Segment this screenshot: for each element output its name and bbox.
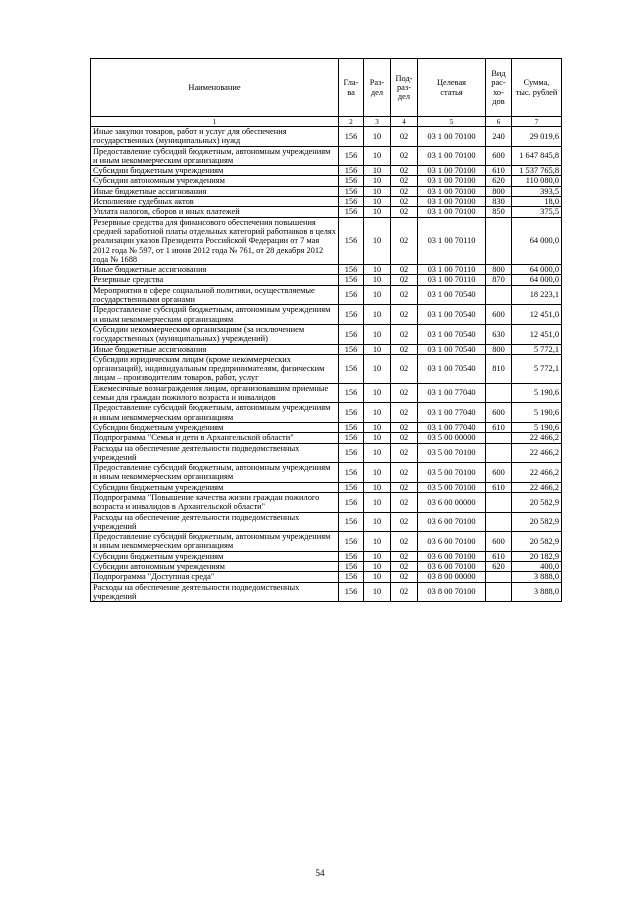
cell-section: 10 (364, 482, 391, 492)
table-row (91, 197, 562, 207)
cell-subsection: 02 (391, 305, 418, 325)
table-row (91, 176, 562, 186)
cell-name: Предоставление субсидий бюджетным, автономным учреждениям и иным некоммерческим организациям (91, 146, 339, 166)
cell-chapter: 156 (339, 176, 364, 186)
cell-chapter: 156 (339, 463, 364, 483)
cell-expense-type: 620 (486, 562, 512, 572)
cell-section: 10 (364, 146, 391, 166)
cell-expense-type: 600 (486, 532, 512, 552)
cell-subsection: 02 (391, 572, 418, 582)
cell-expense-type: 810 (486, 354, 512, 383)
cell-name: Подпрограмма "Повышение качества жизни граждан пожилого возраста и инвалидов в Архангельской области" (91, 492, 339, 512)
table-row (91, 582, 562, 602)
cell-target-article: 03 6 00 70100 (418, 512, 486, 532)
cell-subsection: 02 (391, 482, 418, 492)
budget-table (90, 58, 562, 602)
header-column-number: 6 (486, 117, 512, 127)
cell-subsection: 02 (391, 285, 418, 305)
cell-name: Мероприятия в сфере социальной политики, осуществляемые государственными органами (91, 285, 339, 305)
cell-chapter: 156 (339, 512, 364, 532)
cell-subsection: 02 (391, 166, 418, 176)
cell-expense-type: 830 (486, 197, 512, 207)
cell-expense-type: 600 (486, 146, 512, 166)
header-column-number: 2 (339, 117, 364, 127)
cell-subsection: 02 (391, 562, 418, 572)
table-row (91, 512, 562, 532)
cell-expense-type: 600 (486, 403, 512, 423)
cell-amount: 12 451,0 (512, 305, 562, 325)
cell-name: Исполнение судебных актов (91, 197, 339, 207)
cell-target-article: 03 1 00 70540 (418, 285, 486, 305)
cell-name: Расходы на обеспечение деятельности подведомственных учреждений (91, 582, 339, 602)
cell-amount: 5 190,6 (512, 422, 562, 432)
table-row (91, 285, 562, 305)
cell-name: Предоставление субсидий бюджетным, автономным учреждениям и иным некоммерческим организациям (91, 532, 339, 552)
cell-chapter: 156 (339, 186, 364, 196)
cell-expense-type: 600 (486, 463, 512, 483)
cell-subsection: 02 (391, 275, 418, 285)
table-row (91, 324, 562, 344)
cell-expense-type: 800 (486, 186, 512, 196)
table-row (91, 265, 562, 275)
cell-amount: 3 888,0 (512, 582, 562, 602)
cell-section: 10 (364, 176, 391, 186)
table-row (91, 146, 562, 166)
cell-expense-type (486, 285, 512, 305)
cell-amount: 29 019,6 (512, 127, 562, 147)
cell-amount: 393,5 (512, 186, 562, 196)
cell-expense-type: 630 (486, 324, 512, 344)
table-row (91, 127, 562, 147)
cell-expense-type: 610 (486, 422, 512, 432)
cell-chapter: 156 (339, 207, 364, 217)
table-row (91, 275, 562, 285)
cell-amount: 20 582,9 (512, 532, 562, 552)
cell-section: 10 (364, 207, 391, 217)
cell-section: 10 (364, 186, 391, 196)
cell-subsection: 02 (391, 463, 418, 483)
table-row (91, 344, 562, 354)
cell-expense-type (486, 582, 512, 602)
cell-amount: 64 000,0 (512, 217, 562, 264)
table-row (91, 433, 562, 443)
cell-expense-type (486, 492, 512, 512)
cell-chapter: 156 (339, 492, 364, 512)
cell-subsection: 02 (391, 354, 418, 383)
cell-target-article: 03 6 00 70100 (418, 532, 486, 552)
cell-name: Субсидии автономным учреждениям (91, 562, 339, 572)
cell-amount: 5 772,1 (512, 344, 562, 354)
cell-target-article: 03 6 00 70100 (418, 551, 486, 561)
cell-subsection: 02 (391, 324, 418, 344)
cell-target-article: 03 1 00 77040 (418, 422, 486, 432)
cell-amount: 5 772,1 (512, 354, 562, 383)
cell-amount: 22 466,2 (512, 443, 562, 463)
cell-name: Иные закупки товаров, работ и услуг для обеспечения государственных (муниципальных) нужд (91, 127, 339, 147)
header-column-number: 5 (418, 117, 486, 127)
cell-name: Субсидии некоммерческим организациям (за исключением государственных (муниципальных) учреждений) (91, 324, 339, 344)
cell-chapter: 156 (339, 285, 364, 305)
cell-section: 10 (364, 324, 391, 344)
cell-name: Подпрограмма "Семья и дети в Архангельской области" (91, 433, 339, 443)
cell-name: Подпрограмма "Доступная среда" (91, 572, 339, 582)
cell-target-article: 03 1 00 70540 (418, 344, 486, 354)
cell-amount: 64 000,0 (512, 275, 562, 285)
cell-expense-type: 610 (486, 482, 512, 492)
cell-target-article: 03 1 00 70110 (418, 275, 486, 285)
cell-name: Предоставление субсидий бюджетным, автономным учреждениям и иным некоммерческим организациям (91, 305, 339, 325)
cell-subsection: 02 (391, 492, 418, 512)
cell-chapter: 156 (339, 344, 364, 354)
cell-chapter: 156 (339, 166, 364, 176)
header-name: Наименование (91, 59, 339, 117)
cell-amount: 20 582,9 (512, 512, 562, 532)
cell-section: 10 (364, 275, 391, 285)
table-row (91, 422, 562, 432)
cell-name: Предоставление субсидий бюджетным, автономным учреждениям и иным некоммерческим организациям (91, 403, 339, 423)
cell-target-article: 03 1 00 70100 (418, 146, 486, 166)
page-number: 54 (315, 868, 325, 878)
cell-section: 10 (364, 582, 391, 602)
cell-target-article: 03 1 00 77040 (418, 383, 486, 403)
cell-target-article: 03 1 00 70540 (418, 354, 486, 383)
cell-target-article: 03 1 00 70540 (418, 305, 486, 325)
cell-target-article: 03 1 00 70100 (418, 127, 486, 147)
cell-name: Резервные средства (91, 275, 339, 285)
cell-expense-type: 800 (486, 344, 512, 354)
header-column-number: 4 (391, 117, 418, 127)
cell-chapter: 156 (339, 433, 364, 443)
cell-target-article: 03 1 00 70100 (418, 186, 486, 196)
cell-target-article: 03 6 00 00000 (418, 492, 486, 512)
cell-target-article: 03 8 00 70100 (418, 582, 486, 602)
cell-expense-type: 600 (486, 305, 512, 325)
cell-amount: 1 537 765,8 (512, 166, 562, 176)
table-row (91, 492, 562, 512)
cell-expense-type: 870 (486, 275, 512, 285)
table-row (91, 354, 562, 383)
cell-name: Иные бюджетные ассигнования (91, 186, 339, 196)
cell-amount: 110 080,0 (512, 176, 562, 186)
cell-target-article: 03 1 00 70100 (418, 197, 486, 207)
table-row (91, 207, 562, 217)
table-row (91, 186, 562, 196)
table-row (91, 443, 562, 463)
cell-section: 10 (364, 197, 391, 207)
cell-subsection: 02 (391, 176, 418, 186)
cell-chapter: 156 (339, 146, 364, 166)
cell-subsection: 02 (391, 186, 418, 196)
cell-chapter: 156 (339, 532, 364, 552)
cell-name: Резервные средства для финансового обеспечения повышения средней заработной платы отдельных категорий работников в целях реализации указов Президента Российской Федерации от 7 мая 2012 года № 597, от 1 июня 2012 года № 761, от 28 декабря 2012 года № 1688 (91, 217, 339, 264)
table-row (91, 217, 562, 264)
cell-subsection: 02 (391, 265, 418, 275)
cell-section: 10 (364, 403, 391, 423)
table-row (91, 383, 562, 403)
table-row (91, 166, 562, 176)
cell-expense-type (486, 443, 512, 463)
cell-section: 10 (364, 344, 391, 354)
table-row (91, 482, 562, 492)
cell-amount: 18 223,1 (512, 285, 562, 305)
cell-target-article: 03 1 00 70110 (418, 217, 486, 264)
table-row (91, 305, 562, 325)
cell-target-article: 03 1 00 70100 (418, 207, 486, 217)
cell-subsection: 02 (391, 422, 418, 432)
cell-amount: 5 190,6 (512, 383, 562, 403)
cell-chapter: 156 (339, 403, 364, 423)
cell-subsection: 02 (391, 146, 418, 166)
cell-chapter: 156 (339, 305, 364, 325)
cell-target-article: 03 1 00 70110 (418, 265, 486, 275)
cell-target-article: 03 5 00 00000 (418, 433, 486, 443)
cell-section: 10 (364, 433, 391, 443)
cell-expense-type: 850 (486, 207, 512, 217)
cell-chapter: 156 (339, 383, 364, 403)
cell-section: 10 (364, 305, 391, 325)
cell-name: Расходы на обеспечение деятельности подведомственных учреждений (91, 443, 339, 463)
cell-amount: 18,0 (512, 197, 562, 207)
cell-subsection: 02 (391, 551, 418, 561)
table-row (91, 562, 562, 572)
header-column-number: 1 (91, 117, 339, 127)
header-target-article: Целевая статья (418, 59, 486, 117)
cell-name: Уплата налогов, сборов и иных платежей (91, 207, 339, 217)
cell-chapter: 156 (339, 217, 364, 264)
cell-subsection: 02 (391, 433, 418, 443)
cell-subsection: 02 (391, 207, 418, 217)
cell-subsection: 02 (391, 197, 418, 207)
cell-name: Иные бюджетные ассигнования (91, 265, 339, 275)
cell-chapter: 156 (339, 551, 364, 561)
cell-target-article: 03 6 00 70100 (418, 562, 486, 572)
cell-section: 10 (364, 422, 391, 432)
cell-chapter: 156 (339, 275, 364, 285)
cell-amount: 1 647 845,8 (512, 146, 562, 166)
cell-chapter: 156 (339, 572, 364, 582)
header-column-number: 7 (512, 117, 562, 127)
table-row (91, 572, 562, 582)
cell-amount: 400,0 (512, 562, 562, 572)
cell-target-article: 03 1 00 70100 (418, 166, 486, 176)
cell-expense-type (486, 512, 512, 532)
cell-section: 10 (364, 463, 391, 483)
header-row (91, 59, 562, 117)
table-row (91, 463, 562, 483)
cell-chapter: 156 (339, 562, 364, 572)
cell-subsection: 02 (391, 582, 418, 602)
cell-subsection: 02 (391, 512, 418, 532)
header-column-number: 3 (364, 117, 391, 127)
cell-section: 10 (364, 383, 391, 403)
cell-section: 10 (364, 562, 391, 572)
header-subsection: Под- раз- дел (391, 59, 418, 117)
cell-section: 10 (364, 551, 391, 561)
cell-expense-type: 800 (486, 265, 512, 275)
cell-target-article: 03 1 00 70540 (418, 324, 486, 344)
cell-subsection: 02 (391, 403, 418, 423)
cell-amount: 20 582,9 (512, 492, 562, 512)
header-section: Раз- дел (364, 59, 391, 117)
table-row (91, 403, 562, 423)
cell-target-article: 03 5 00 70100 (418, 443, 486, 463)
cell-expense-type (486, 217, 512, 264)
cell-target-article: 03 1 00 70100 (418, 176, 486, 186)
cell-section: 10 (364, 217, 391, 264)
cell-expense-type (486, 572, 512, 582)
cell-expense-type (486, 383, 512, 403)
cell-section: 10 (364, 127, 391, 147)
cell-section: 10 (364, 492, 391, 512)
cell-name: Субсидии юридическим лицам (кроме некоммерческих организаций), индивидуальным предпринимателям, физическим лицам – производителям товаров, работ, услуг (91, 354, 339, 383)
cell-section: 10 (364, 572, 391, 582)
cell-section: 10 (364, 166, 391, 176)
cell-name: Иные бюджетные ассигнования (91, 344, 339, 354)
cell-name: Субсидии бюджетным учреждениям (91, 551, 339, 561)
cell-amount: 22 466,2 (512, 433, 562, 443)
cell-name: Предоставление субсидий бюджетным, автономным учреждениям и иным некоммерческим организациям (91, 463, 339, 483)
cell-target-article: 03 5 00 70100 (418, 463, 486, 483)
cell-name: Ежемесячные вознаграждения лицам, организовавшим приемные семьи для граждан пожилого возраста и инвалидов (91, 383, 339, 403)
cell-amount: 375,5 (512, 207, 562, 217)
cell-amount: 64 000,0 (512, 265, 562, 275)
cell-section: 10 (364, 512, 391, 532)
cell-subsection: 02 (391, 383, 418, 403)
cell-section: 10 (364, 532, 391, 552)
cell-chapter: 156 (339, 582, 364, 602)
cell-name: Субсидии автономным учреждениям (91, 176, 339, 186)
cell-name: Субсидии бюджетным учреждениям (91, 166, 339, 176)
cell-section: 10 (364, 285, 391, 305)
cell-expense-type: 620 (486, 176, 512, 186)
table-row (91, 532, 562, 552)
cell-name: Субсидии бюджетным учреждениям (91, 482, 339, 492)
header-chapter: Гла- ва (339, 59, 364, 117)
cell-expense-type: 610 (486, 166, 512, 176)
cell-target-article: 03 5 00 70100 (418, 482, 486, 492)
cell-chapter: 156 (339, 197, 364, 207)
cell-section: 10 (364, 443, 391, 463)
header-expense-type: Вид рас- хо- дов (486, 59, 512, 117)
cell-subsection: 02 (391, 127, 418, 147)
cell-subsection: 02 (391, 532, 418, 552)
header-amount: Сумма, тыс. рублей (512, 59, 562, 117)
cell-amount: 3 888,0 (512, 572, 562, 582)
header-number-row (91, 117, 562, 127)
cell-section: 10 (364, 265, 391, 275)
cell-amount: 20 182,9 (512, 551, 562, 561)
cell-expense-type: 610 (486, 551, 512, 561)
cell-chapter: 156 (339, 422, 364, 432)
cell-subsection: 02 (391, 344, 418, 354)
cell-target-article: 03 8 00 00000 (418, 572, 486, 582)
cell-amount: 12 451,0 (512, 324, 562, 344)
cell-chapter: 156 (339, 265, 364, 275)
table-row (91, 551, 562, 561)
cell-target-article: 03 1 00 77040 (418, 403, 486, 423)
table-body (91, 127, 562, 602)
cell-amount: 22 466,2 (512, 482, 562, 492)
cell-amount: 22 466,2 (512, 463, 562, 483)
cell-chapter: 156 (339, 324, 364, 344)
cell-subsection: 02 (391, 443, 418, 463)
cell-chapter: 156 (339, 354, 364, 383)
cell-name: Расходы на обеспечение деятельности подведомственных учреждений (91, 512, 339, 532)
cell-subsection: 02 (391, 217, 418, 264)
cell-chapter: 156 (339, 443, 364, 463)
cell-section: 10 (364, 354, 391, 383)
cell-chapter: 156 (339, 127, 364, 147)
cell-amount: 5 190,6 (512, 403, 562, 423)
cell-expense-type: 240 (486, 127, 512, 147)
cell-chapter: 156 (339, 482, 364, 492)
cell-expense-type (486, 433, 512, 443)
cell-name: Субсидии бюджетным учреждениям (91, 422, 339, 432)
